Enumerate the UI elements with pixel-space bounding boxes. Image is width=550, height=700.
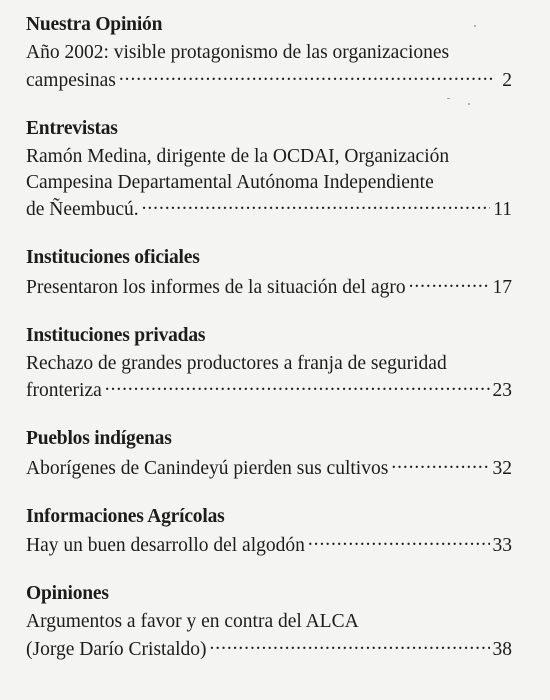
section-title: Instituciones privadas (26, 324, 206, 346)
entry-text: Rechazo de grandes productores a franja de seguridad (26, 352, 447, 374)
toc-entry[interactable] (26, 609, 512, 663)
page-number: 11 (493, 199, 512, 220)
scan-speck (468, 103, 470, 105)
scan-speck (474, 25, 476, 27)
toc-section-instituciones-privadas (26, 324, 512, 405)
section-title: Informaciones Agrícolas (26, 505, 225, 527)
toc-entry[interactable] (26, 273, 512, 301)
page-number: 17 (492, 276, 512, 298)
toc-entry[interactable] (26, 454, 512, 482)
toc-entry[interactable] (26, 40, 512, 94)
section-title: Pueblos indígenas (26, 428, 172, 449)
entry-text: (Jorge Darío Cristaldo) (26, 638, 207, 660)
toc-entry[interactable] (26, 532, 512, 560)
section-title: Nuestra Opinión (26, 14, 163, 35)
entry-text: Hay un buen desarrollo del algodón (26, 535, 305, 556)
dot-leader (391, 454, 489, 474)
scan-speck (447, 98, 450, 99)
entry-text: fronteriza (26, 380, 102, 401)
dot-leader (105, 377, 490, 397)
entry-text: Argumentos a favor y en contra del ALCA (26, 611, 359, 632)
toc-section-instituciones-oficiales (26, 246, 512, 301)
toc-entry[interactable] (26, 144, 512, 224)
entry-text: campesinas (26, 69, 116, 91)
entry-text: Año 2002: visible protagonismo de las organizaciones (26, 42, 450, 63)
toc-section-entrevistas (26, 117, 512, 224)
dot-leader (409, 273, 490, 293)
entry-text: de Ñeembucú. (26, 199, 139, 220)
dot-leader (308, 532, 490, 552)
toc-section-pueblos-indigenas (26, 427, 512, 482)
toc-section-opiniones (26, 582, 512, 663)
dot-leader (210, 635, 490, 655)
page-number: 32 (492, 457, 512, 479)
dot-leader (119, 66, 495, 86)
entry-text: Campesina Departamental Autónoma Independiente (26, 171, 434, 193)
page-number: 23 (492, 380, 512, 401)
entry-text: Presentaron los informes de la situación del agro (26, 276, 406, 298)
section-title: Instituciones oficiales (26, 247, 200, 268)
toc-entry[interactable] (26, 351, 512, 405)
toc-section-nuestra-opinion (26, 13, 512, 94)
page-number: 33 (492, 535, 512, 556)
section-title: Opiniones (26, 583, 109, 604)
dot-leader (142, 196, 491, 216)
section-title: Entrevistas (26, 117, 118, 139)
toc-section-informaciones-agricolas (26, 505, 512, 560)
page-number: 2 (502, 69, 512, 91)
page-number: 38 (492, 638, 512, 660)
entry-text: Aborígenes de Canindeyú pierden sus cultivos (26, 457, 389, 479)
entry-text: Ramón Medina, dirigente de la OCDAI, Organización (26, 145, 450, 167)
